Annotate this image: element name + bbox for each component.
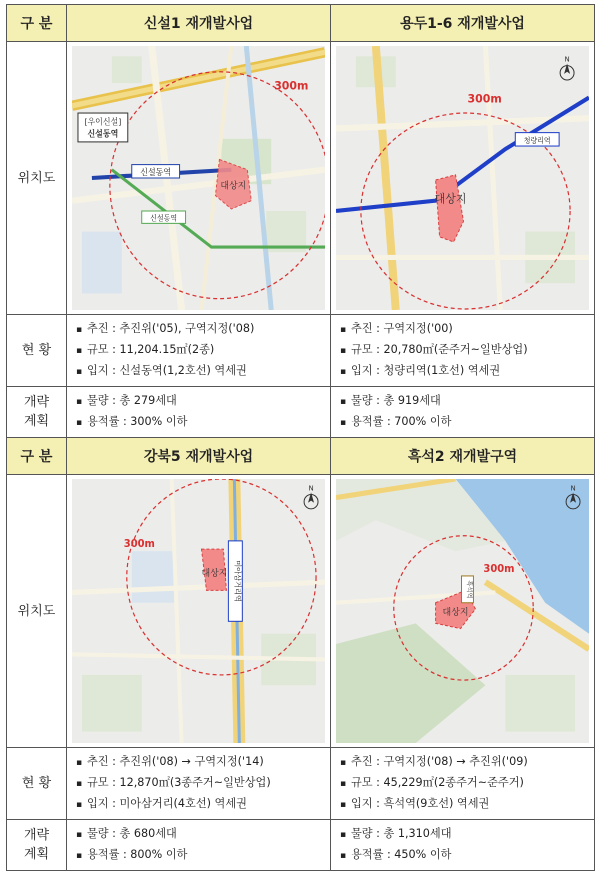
map-radius-label: 300m (483, 563, 515, 575)
map-label-line-name: [우이신설] (84, 116, 122, 127)
bullet-icon: ▪ (76, 346, 83, 356)
bullet-icon: ▪ (340, 779, 347, 789)
map-radius-label: 300m (467, 92, 502, 106)
location-map-heukseok2 (336, 479, 589, 743)
plan-list: ▪ 물량 : 총 680세대 ▪ 용적률 : 800% 이하 (67, 820, 331, 871)
bullet-icon: ▪ (76, 800, 83, 810)
header-category-cell: 구 분 (7, 5, 67, 42)
bullet-icon: ▪ (76, 851, 83, 861)
map-station-label: 미아삼거리역 (233, 560, 243, 602)
map-target-label: 대상지 (434, 192, 467, 206)
bullet-icon: ▪ (76, 758, 83, 768)
svg-text:N: N (570, 483, 576, 493)
bullet-icon: ▪ (76, 418, 83, 428)
project-title: 신설1 재개발사업 (67, 5, 331, 42)
plan-list: ▪ 물량 : 총 919세대 ▪ 용적률 : 700% 이하 (331, 387, 595, 438)
bullet-icon: ▪ (340, 418, 347, 428)
row-label-status: 현 황 (7, 315, 67, 387)
bullet-icon: ▪ (340, 346, 347, 356)
status-list: ▪ 추진 : 구역지정('08) → 추진위('09) ▪ 규모 : 45,229㎡(2종주거~준주거) ▪ 입지 : 흑석역(9호선) 역세권 (331, 748, 595, 820)
map-station-label: 흑석역 (465, 580, 473, 599)
map-radius-label: 300m (274, 79, 309, 93)
bullet-icon: ▪ (76, 397, 83, 407)
bullet-icon: ▪ (340, 367, 347, 377)
bullet-icon: ▪ (340, 851, 347, 861)
bullet-icon: ▪ (340, 325, 347, 335)
map-label-station: 신설동역 (87, 128, 119, 139)
row-label-status: 현 황 (7, 748, 67, 820)
svg-text:N: N (308, 483, 314, 493)
map-target-label: 대상지 (220, 181, 247, 192)
bullet-icon: ▪ (340, 397, 347, 407)
plan-list: ▪ 물량 : 총 279세대 ▪ 용적률 : 300% 이하 (67, 387, 331, 438)
map-station-label: 신설동역 (140, 166, 172, 177)
row-label-location: 위치도 (7, 42, 67, 315)
location-map-gangbuk5 (72, 479, 325, 743)
bullet-icon: ▪ (76, 325, 83, 335)
map-radius-label: 300m (123, 538, 155, 551)
row-label-location: 위치도 (7, 475, 67, 748)
header-category-cell: 구 분 (7, 438, 67, 475)
project-title: 흑석2 재개발구역 (331, 438, 595, 475)
row-label-plan: 개략 계획 (7, 387, 67, 438)
map-station-label: 신설동역 (150, 213, 178, 223)
plan-list: ▪ 물량 : 총 1,310세대 ▪ 용적률 : 450% 이하 (331, 820, 595, 871)
map-station-label: 청량리역 (523, 135, 551, 145)
map-target-label: 대상지 (442, 608, 469, 619)
bullet-icon: ▪ (76, 367, 83, 377)
svg-text:N: N (564, 54, 570, 64)
location-map-sinseol1 (72, 46, 325, 310)
location-map-yongdu1-6 (336, 46, 589, 310)
status-list: ▪ 추진 : 추진위('05), 구역지정('08) ▪ 규모 : 11,204.15㎡(2종) ▪ 입지 : 신설동역(1,2호선) 역세권 (67, 315, 331, 387)
bullet-icon: ▪ (340, 758, 347, 768)
map-target-label: 대상지 (201, 568, 228, 579)
status-list: ▪ 추진 : 추진위('08) → 구역지정('14) ▪ 규모 : 12,870㎡(3종주거~일반상업) ▪ 입지 : 미아삼거리(4호선) 역세권 (67, 748, 331, 820)
project-title: 용두1-6 재개발사업 (331, 5, 595, 42)
bullet-icon: ▪ (76, 779, 83, 789)
redevelopment-comparison-table (6, 4, 595, 871)
bullet-icon: ▪ (76, 830, 83, 840)
row-label-plan: 개략 계획 (7, 820, 67, 871)
project-title: 강북5 재개발사업 (67, 438, 331, 475)
bullet-icon: ▪ (340, 830, 347, 840)
status-list: ▪ 추진 : 구역지정('00) ▪ 규모 : 20,780㎡(준주거~일반상업) ▪ 입지 : 청량리역(1호선) 역세권 (331, 315, 595, 387)
bullet-icon: ▪ (340, 800, 347, 810)
